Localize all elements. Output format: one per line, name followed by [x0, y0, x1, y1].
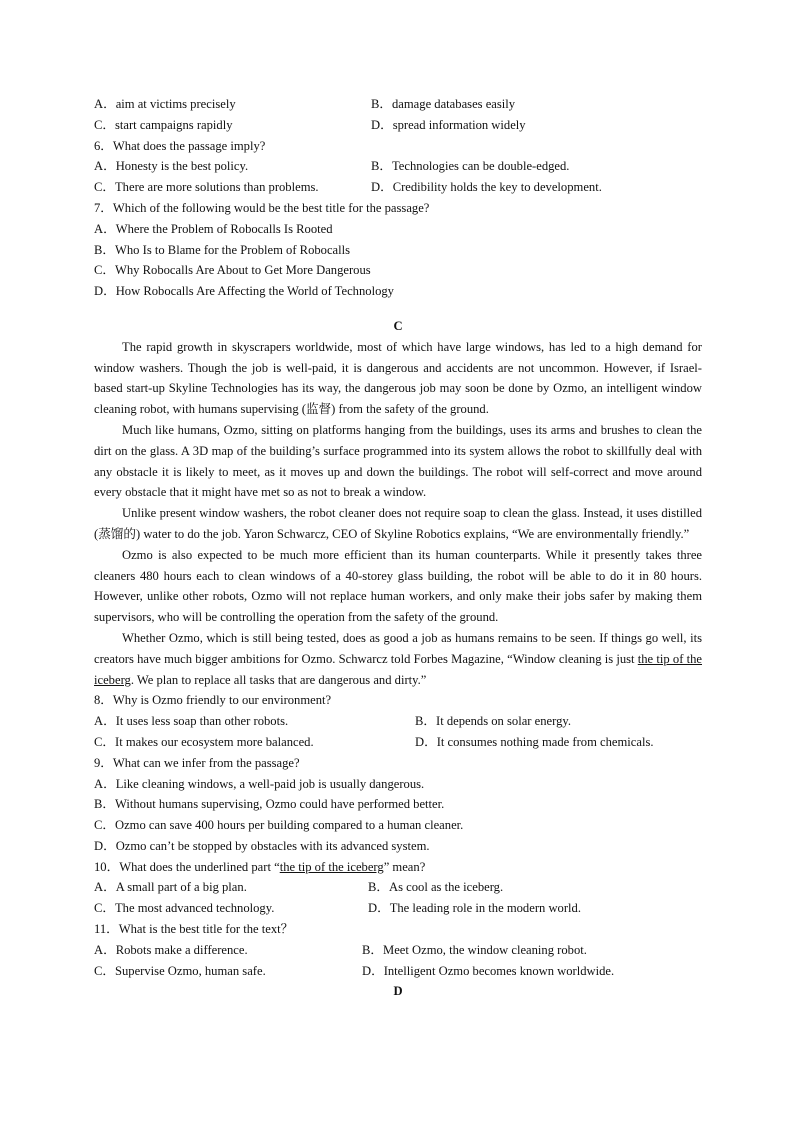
- passage-c-paragraph-2: Much like humans, Ozmo, sitting on platforms hanging from the buildings, uses its arms and brushes to clean the dirt on the glass. A 3D map of the building’s surface programmed into its system allows the robot to skillfully deal with any obstacle it is likely to meet, as it moves up and down the buildings. The robot will self-correct and move around every obstacle that it might have met so as not to break a window.: [94, 422, 702, 500]
- q7-stem: 7．Which of the following would be the best title for the passage?: [94, 200, 430, 215]
- q5-option-c: C．start campaigns rapidly: [94, 117, 233, 132]
- q8-option-d: D．It consumes nothing made from chemicals.: [415, 734, 654, 749]
- q6-option-a: A．Honesty is the best policy.: [94, 159, 249, 174]
- q7-option-b: B．Who Is to Blame for the Problem of Robocalls: [94, 242, 351, 257]
- q6-option-b: B．Technologies can be double-edged.: [371, 159, 570, 174]
- paragraph-5-text-after: . We plan to replace all tasks that are dangerous and dirty.”: [130, 672, 427, 687]
- q10-option-b: B．As cool as the iceberg.: [368, 880, 504, 895]
- q6-option-c: C．There are more solutions than problems.: [94, 180, 319, 195]
- q6-option-d: D．Credibility holds the key to development.: [371, 180, 602, 195]
- q6-stem: 6．What does the passage imply?: [94, 138, 266, 153]
- q8-option-a: A．It uses less soap than other robots.: [94, 714, 289, 729]
- passage-c-paragraph-3: Unlike present window washers, the robot cleaner does not require soap to clean the glass. Instead, it uses distilled (蒸馏的) water to do the job. Yaron Schwarcz, CEO of Skyline Robotics explains, “We are environmentally friendly.”: [94, 506, 702, 541]
- q11-stem: 11．What is the best title for the text？: [94, 922, 294, 937]
- q8-option-b: B．It depends on solar energy.: [415, 714, 571, 729]
- q7-option-a: A．Where the Problem of Robocalls Is Rooted: [94, 221, 333, 236]
- q10-options-row-2: [94, 898, 702, 919]
- exam-page: [94, 94, 702, 1002]
- q9-stem: 9．What can we infer from the passage?: [94, 755, 300, 770]
- q5-options-row-1: [94, 94, 702, 115]
- q5-options-row-2: [94, 115, 702, 136]
- q11-option-c: C．Supervise Ozmo, human safe.: [94, 963, 266, 978]
- q8-options-row-2: [94, 732, 702, 753]
- q10-stem-after: ” mean?: [383, 859, 426, 874]
- q9-option-a: A．Like cleaning windows, a well-paid job is usually dangerous.: [94, 776, 425, 791]
- q10-underlined-phrase: the tip of the iceberg: [279, 859, 384, 874]
- q9-option-d: D．Ozmo can’t be stopped by obstacles with its advanced system.: [94, 838, 430, 853]
- q11-option-a: A．Robots make a difference.: [94, 942, 248, 957]
- q8-option-c: C．It makes our ecosystem more balanced.: [94, 734, 314, 749]
- passage-c-paragraph-1: The rapid growth in skyscrapers worldwide, most of which have large windows, has led to a high demand for window washers. Though the job is well-paid, it is dangerous and accidents are not uncommon. However, if Israel-based start-up Skyline Technologies has its way, the dangerous job may soon be done by Ozmo, an intelligent window cleaning robot, with humans supervising (监督) from the safety of the ground.: [94, 339, 702, 417]
- q7-option-c: C．Why Robocalls Are About to Get More Dangerous: [94, 263, 371, 278]
- q6-options-row-2: [94, 177, 702, 198]
- q10-option-a: A．A small part of a big plan.: [94, 880, 247, 895]
- q7-option-d: D．How Robocalls Are Affecting the World of Technology: [94, 284, 394, 299]
- q8-options-row-1: [94, 711, 702, 732]
- q5-option-d: D．spread information widely: [371, 117, 526, 132]
- q10-options-row-1: [94, 877, 702, 898]
- passage-c-paragraph-4: Ozmo is also expected to be much more efficient than its human counterparts. While it presently takes three cleaners 480 hours each to clean windows of a 40-storey glass building, the robot will be able to do it in 80 hours. However, unlike other robots, Ozmo will not replace human workers, and only make their jobs safer by making them supervisors, who will be controlling the operation from the safety of the ground.: [94, 547, 702, 625]
- q10-option-d: D．The leading role in the modern world.: [368, 901, 581, 916]
- q11-option-b: B．Meet Ozmo, the window cleaning robot.: [362, 942, 587, 957]
- q10-stem: [94, 857, 702, 878]
- q11-option-d: D．Intelligent Ozmo becomes known worldwide.: [362, 963, 615, 978]
- q5-option-b: B．damage databases easily: [371, 97, 516, 111]
- q11-options-row-2: [94, 961, 702, 982]
- q8-stem: 8．Why is Ozmo friendly to our environment?: [94, 693, 332, 708]
- passage-c-paragraph-5: [94, 628, 702, 690]
- section-c-heading: C: [393, 318, 403, 333]
- q6-options-row-1: [94, 156, 702, 177]
- q9-option-c: C．Ozmo can save 400 hours per building compared to a human cleaner.: [94, 818, 464, 833]
- q10-option-c: C．The most advanced technology.: [94, 901, 275, 916]
- underlined-phrase: the tip of the iceberg: [94, 651, 702, 687]
- q5-option-a: A．aim at victims precisely: [94, 97, 236, 111]
- section-d-heading: D: [393, 984, 403, 999]
- q9-option-b: B．Without humans supervising, Ozmo could have performed better.: [94, 797, 445, 812]
- q10-stem-before: 10．What does the underlined part “: [94, 859, 280, 874]
- paragraph-5-text-before: Whether Ozmo, which is still being tested, does as good a job as humans remains to be seen. If things go well, its creators have much bigger ambitions for Ozmo. Schwarcz told Forbes Magazine, “Window cleaning is just: [94, 630, 702, 666]
- q11-options-row-1: [94, 940, 702, 961]
